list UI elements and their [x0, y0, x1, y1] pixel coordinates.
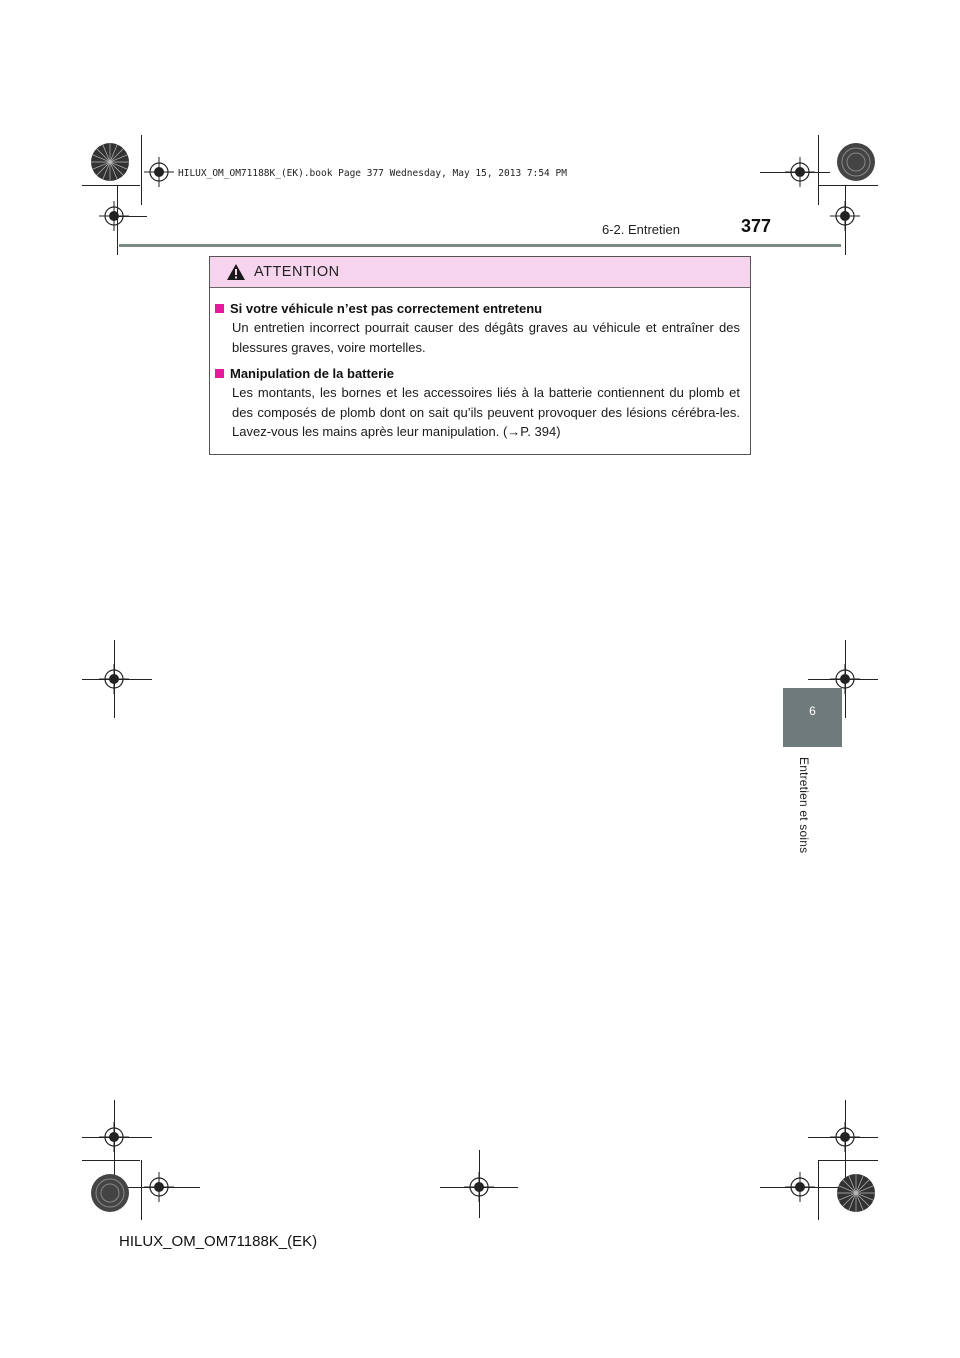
registration-mark-icon: [785, 1172, 815, 1202]
attention-item: [215, 300, 740, 357]
registration-mark-icon: [99, 201, 129, 231]
attention-item-text: Les montants, les bornes et les accessoires liés à la batterie contiennent du plomb et des composés de plomb dont on sait qu’ils peuvent provoquer des lésions cérébra-les. Lavez-vous les mains après leur manipulation. (→P. 394): [232, 385, 740, 439]
registration-mark-icon: [144, 157, 174, 187]
registration-mark-icon: [99, 1122, 129, 1152]
attention-item-text: Un entretien incorrect pourrait causer des dégâts graves au véhicule et entraîner des blessures graves, voire mortelles.: [232, 320, 740, 355]
section-title: 6-2. Entretien: [601, 222, 680, 237]
registration-mark-icon: [144, 1172, 174, 1202]
registration-mark-icon: [830, 1122, 860, 1152]
square-bullet-icon: [215, 304, 224, 313]
registration-mark-icon: [464, 1172, 494, 1202]
gray-disc-icon: [836, 142, 876, 182]
attention-body: [210, 288, 750, 442]
starburst-disc-icon: [90, 142, 130, 182]
registration-mark-icon: [785, 157, 815, 187]
attention-item-heading: Si votre véhicule n’est pas correctement entretenu: [215, 300, 740, 318]
book-info-line: HILUX_OM_OM71188K_(EK).book Page 377 Wednesday, May 15, 2013 7:54 PM: [178, 168, 567, 179]
warning-triangle-icon: [226, 263, 246, 281]
header-rule: [119, 244, 841, 247]
attention-box: [209, 256, 751, 455]
registration-mark-icon: [99, 664, 129, 694]
chapter-label: Entretien et soins: [797, 757, 811, 854]
page-number: 377: [741, 216, 772, 236]
square-bullet-icon: [215, 369, 224, 378]
chapter-number: 6: [809, 704, 816, 718]
attention-item: [215, 365, 740, 442]
attention-item-heading: Manipulation de la batterie: [215, 365, 740, 383]
starburst-disc-icon: [836, 1173, 876, 1213]
gray-disc-icon: [90, 1173, 130, 1213]
footer-book-code: HILUX_OM_OM71188K_(EK): [119, 1233, 318, 1250]
attention-title: ATTENTION: [254, 264, 340, 280]
attention-header: [210, 257, 750, 288]
registration-mark-icon: [830, 201, 860, 231]
chapter-tab: [783, 688, 842, 747]
